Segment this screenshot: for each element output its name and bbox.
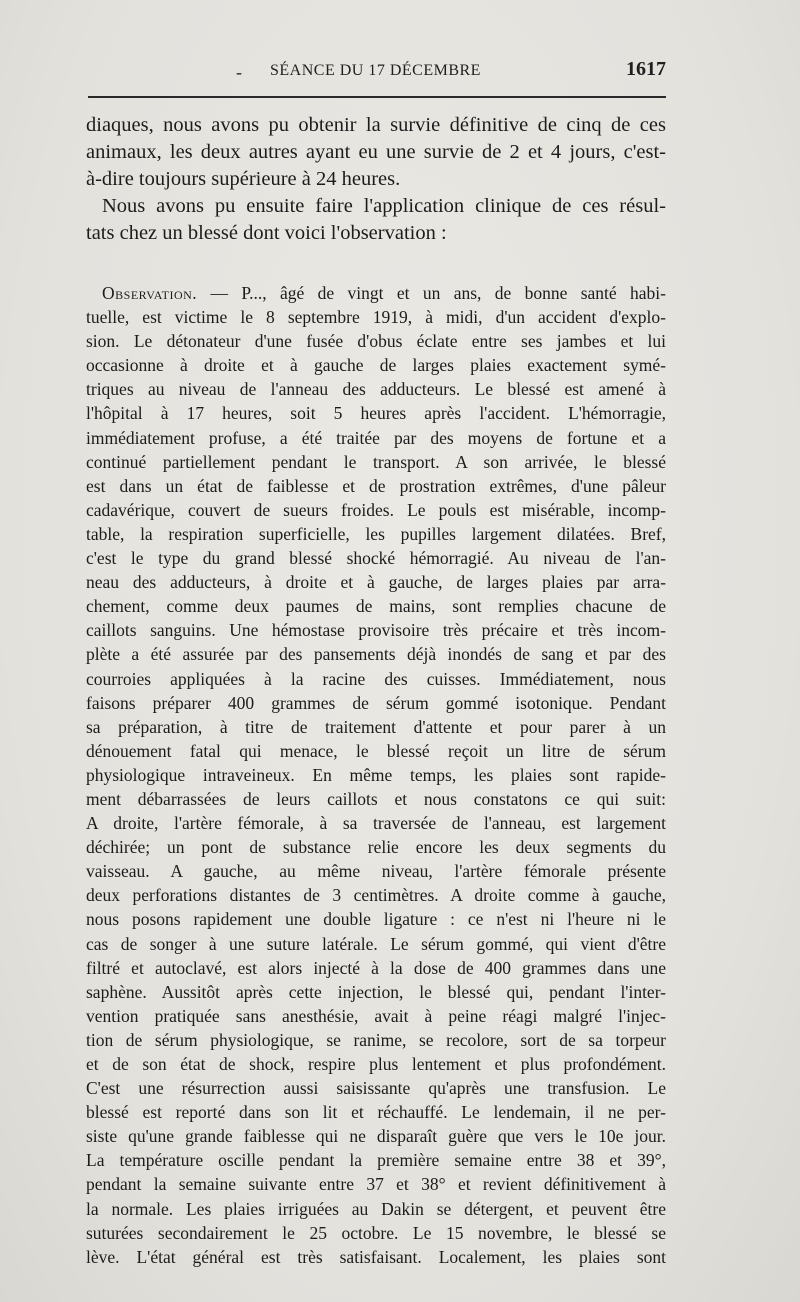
text-line: filtré et autoclavé, est alors injecté à la dose de 400 grammes dans une: [86, 957, 666, 978]
text-line: La température oscille pendant la première semaine entre 38 et 39°,: [86, 1150, 666, 1171]
text-line: dénouement fatal qui menace, le blessé reçoit un litre de sérum: [86, 740, 666, 761]
text-line: et de son état de shock, respire plus lentement et plus profondément.: [86, 1054, 666, 1074]
text-line: lève. L'état général est très satisfaisant. Localement, les plaies sont: [86, 1246, 666, 1267]
header-dash: -: [236, 62, 242, 82]
body-text: [86, 112, 666, 1269]
text-line: est dans un état de faiblesse et de prostration extrêmes, d'une pâleur: [86, 475, 666, 496]
header-rule: [88, 96, 666, 98]
text-line: saphène. Aussitôt après cette injection, le blessé qui, pendant l'inter-: [86, 981, 666, 1002]
text-line: l'hôpital à 17 heures, soit 5 heures après l'accident. L'hémorragie,: [86, 403, 666, 424]
text-line: cas de songer à une suture latérale. Le sérum gommé, qui vient d'être: [86, 933, 666, 954]
text-line: occasionne à droite et à gauche de larges plaies exactement symé-: [86, 355, 666, 376]
text-line: vaisseau. A gauche, au même niveau, l'artère fémorale présente: [86, 861, 666, 882]
header-title: SÉANCE DU 17 DÉCEMBRE: [270, 62, 481, 79]
text-line: cadavérique, couvert de sueurs froides. Le pouls est misérable, incomp-: [86, 499, 666, 520]
text-line: sa préparation, à titre de traitement d'attente et pour parer à un: [86, 716, 666, 737]
text-line: A droite, l'artère fémorale, à sa traversée de l'anneau, est largement: [86, 813, 666, 834]
text-line: immédiatement profuse, a été traitée par des moyens de fortune et a: [86, 427, 666, 448]
observation-first-line-text: — P..., âgé de vingt et un ans, de bonne santé habi-: [197, 283, 666, 303]
text-line: chement, comme deux paumes de mains, sont remplies chacune de: [86, 596, 666, 617]
text-line: tuelle, est victime le 8 septembre 1919, à midi, d'un accident d'explo-: [86, 307, 666, 328]
text-line: blessé est reporté dans son lit et réchauffé. Le lendemain, il ne per-: [86, 1102, 666, 1123]
text-line: ment débarrassées de leurs caillots et nous constatons ce qui suit:: [86, 788, 666, 809]
text-line: C'est une résurrection aussi saisissante qu'après une transfusion. Le: [86, 1078, 666, 1099]
text-line: table, la respiration superficielle, les pupilles largement dilatées. Bref,: [86, 523, 666, 544]
text-line: déchirée; un pont de substance relie encore les deux segments du: [86, 837, 666, 858]
text-line: siste qu'une grande faiblesse qui ne disparaît guère que vers le 10e jour.: [86, 1126, 666, 1147]
text-line: courroies appliquées à la racine des cuisses. Immédiatement, nous: [86, 668, 666, 689]
observation-paragraph: [86, 281, 666, 1269]
intro-paragraphs: [86, 112, 666, 247]
text-line: sion. Le détonateur d'une fusée d'obus éclate entre ses jambes et lui: [86, 331, 666, 352]
observation-first-line: [86, 281, 666, 305]
text-line: faisons préparer 400 grammes de sérum gommé isotonique. Pendant: [86, 692, 666, 713]
observation-label: Observation.: [102, 283, 198, 303]
text-line: à-dire toujours supérieure à 24 heures.: [86, 168, 401, 190]
text-line: tats chez un blessé dont voici l'observation :: [86, 222, 447, 244]
observation-lines: [86, 305, 666, 1269]
text-line: vention pratiquée sans anesthésie, avait à peine réagi malgré l'injec-: [86, 1005, 666, 1026]
text-line: la normale. Les plaies irriguées au Dakin se détergent, et peuvent être: [86, 1198, 666, 1219]
text-line: tion de sérum physiologique, se ranime, se recolore, sort de sa torpeur: [86, 1029, 666, 1050]
text-line: diaques, nous avons pu obtenir la survie définitive de cinq de ces: [86, 114, 666, 136]
text-line: caillots sanguins. Une hémostase provisoire très précaire et très incom-: [86, 620, 666, 641]
text-line: neau des adducteurs, à droite et à gauche, de larges plaies par arra-: [86, 572, 666, 593]
text-line: c'est le type du grand blessé shocké hémorragié. Au niveau de l'an-: [86, 548, 666, 569]
text-line: Nous avons pu ensuite faire l'application clinique de ces résul-: [102, 195, 666, 217]
text-line: physiologique intraveineux. En même temps, les plaies sont rapide-: [86, 764, 666, 785]
running-header: [88, 58, 666, 88]
text-line: plète a été assurée par des pansements déjà inondés de sang et par des: [86, 644, 666, 665]
text-line: continué partiellement pendant le transport. A son arrivée, le blessé: [86, 451, 666, 472]
text-line: deux perforations distantes de 3 centimètres. A droite comme à gauche,: [86, 885, 666, 906]
page-number: 1617: [626, 58, 666, 80]
text-line: nous posons rapidement une double ligature : ce n'est ni l'heure ni le: [86, 909, 666, 930]
text-line: suturées secondairement le 25 octobre. Le 15 novembre, le blessé se: [86, 1222, 666, 1243]
text-line: pendant la semaine suivante entre 37 et 38° et revient définitivement à: [86, 1174, 666, 1195]
text-line: animaux, les deux autres ayant eu une survie de 2 et 4 jours, c'est-: [86, 141, 666, 163]
text-line: triques au niveau de l'anneau des adducteurs. Le blessé est amené à: [86, 379, 666, 400]
